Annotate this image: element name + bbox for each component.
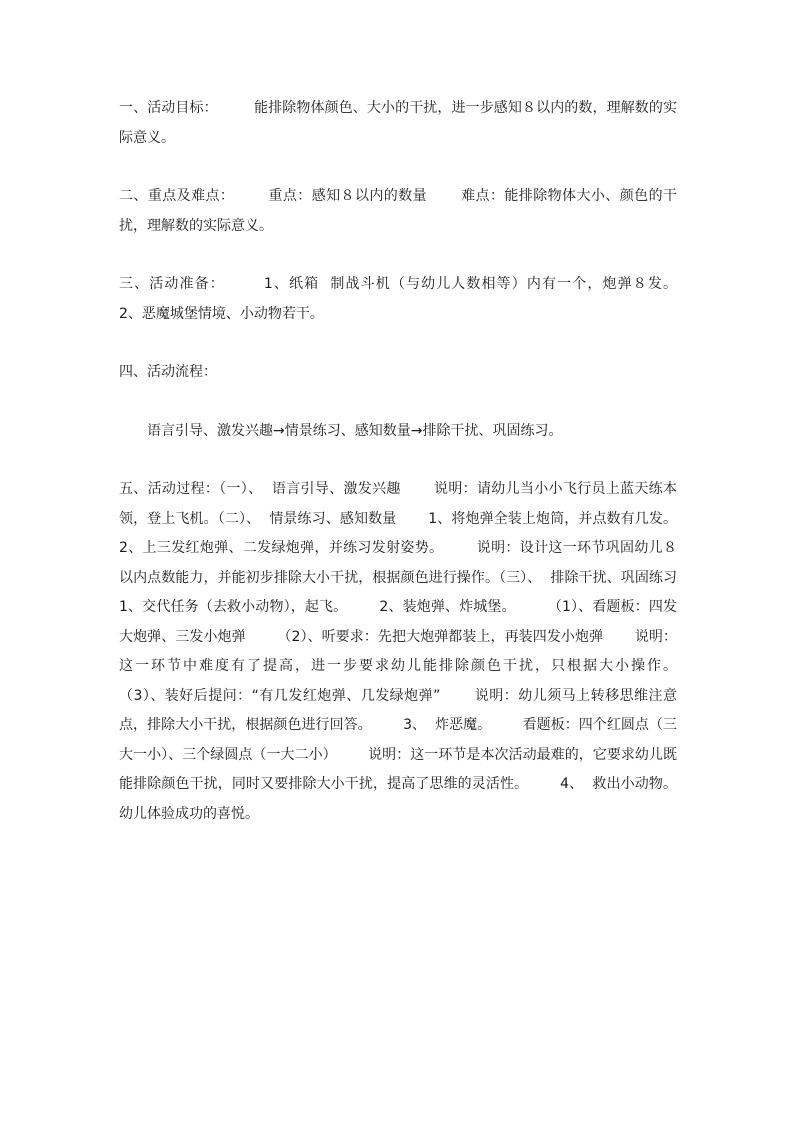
section-process: 五、活动过程：（一）、 语言引导、激发兴趣 说明：请幼儿当小小飞行员上蓝天练本领，登上飞机。（二）、 情景练习、感知数量 1、将炮弹全装上炮筒，并点数有几发。2、上三发红炮弹、二发绿炮弹，并练习发射姿势。 说明：设计这一环节巩固幼儿８以内点数能力，并能初步排除大小干扰，根据颜色进行操作。（三）、 排除干扰、巩固练习1、交代任务（去救小动物），起飞。 2、装炮弹、炸城堡。 （1）、看题板：四发大炮弹、三发小炮弹 （2）、听要求：先把大炮弹都装上，再装四发小炮弹 说明：这一环节中难度有了提高，进一步要求幼儿能排除颜色干扰，只根据大小操作。 （3）、装好后提问：“有几发红炮弹、几发绿炮弹” 说明：幼儿须马上转移思维注意点，排除大小干扰，根据颜色进行回答。 3、 炸恶魔。 看题板：四个红圆点（三大一小）、三个绿圆点（一大二小） 说明：这一环节是本次活动最难的，它要求幼儿既能排除颜色干扰，同时又要排除大小干扰，提高了思维的灵活性。 4、 救出小动物。 幼儿体验成功的喜悦。 [119, 481, 709, 822]
paragraph-spacer [119, 388, 677, 417]
section-activity-goals: 一、活动目标： 能排除物体颜色、大小的干扰，进一步感知８以内的数，理解数的实际意义。 [119, 100, 677, 146]
paragraph-spacer [119, 153, 677, 182]
section-key-points: 二、重点及难点： 重点：感知８以内的数量 难点：能排除物体大小、颜色的干扰，理解数的实际意义。 [119, 188, 677, 234]
paragraph-spacer [119, 329, 677, 358]
document-page [119, 94, 709, 829]
section-flow-heading: 四、活动流程： [119, 364, 217, 380]
paragraph-spacer [119, 446, 677, 475]
section-flow-content: 语言引导、激发兴趣→情景练习、感知数量→排除干扰、巩固练习。 [147, 422, 563, 439]
section-preparation: 三、活动准备： 1、纸箱 制战斗机（与幼儿人数相等）内有一个，炮弹８发。 2、恶魔城堡情境、小动物若干。 [119, 276, 709, 322]
paragraph-spacer [119, 241, 677, 270]
